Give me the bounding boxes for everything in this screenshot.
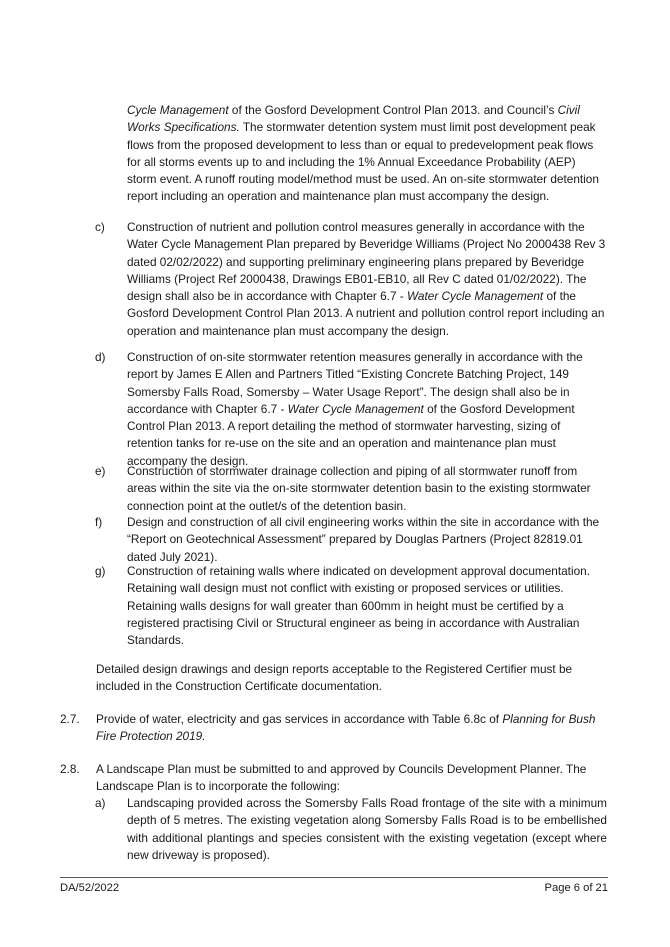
list-item-text: Landscaping provided across the Somersby Falls Road frontage of the site with a minimum depth of 5 metres. The existing vegetation along Somersby Falls Road is to be embellished with additional plantings and species consistent with the existing vegetation (except where new driveway is proposed). — [127, 796, 607, 862]
list-item-text: Construction of stormwater drainage collection and piping of all stormwater runoff from areas within the site via the on-site stormwater detention basin to the existing stormwater connection point at the outlet/s of the detention basin. — [127, 464, 591, 513]
footer-divider — [60, 877, 608, 878]
item-c-text-1: Construction of nutrient and pollution control measures generally in accordance with the Water Cycle Management Plan prepared by Beveridge Williams (Project No 2000438 Rev 3 dated 02/02/2022) and supporting preliminary engineering plans prepared by Beveridge Williams (Project Ref 2000438, Drawings EB01-EB10, all Rev C dated 01/02/2022). The design shall also be in accordance with Chapter 6.7 - — [127, 220, 606, 304]
list-item-text: Construction of retaining walls where indicated on development approval documentation. Retaining wall design must not conflict with existing or proposed services or utilities. Retaining walls designs for wall greater than 600mm in height must be certified by a registered practising Civil or Structural engineer as being in accordance with Australian Standards. — [127, 564, 590, 648]
list-item-c — [95, 219, 607, 340]
section-2-7 — [60, 711, 607, 746]
list-item-label: d) — [95, 350, 106, 364]
list-item-label: g) — [95, 564, 106, 578]
item-d-text-2: of the Gosford Development Control Plan 2013. A report detailing the method of stormwater harvesting, sizing of retention tanks for re-use on the site and an operation and maintenance plan must accompany the design. — [127, 401, 575, 468]
section-2-8 — [60, 761, 607, 796]
detailed-design-paragraph: Detailed design drawings and design reports acceptable to the Registered Certifier must be included in the Construction Certificate documentation. — [96, 662, 573, 694]
section-number: 2.7. — [60, 712, 80, 726]
section-text: A Landscape Plan must be submitted to and approved by Councils Development Planner. The Landscape Plan is to incorporate the following: — [96, 762, 587, 794]
list-item-label: f) — [95, 515, 103, 529]
section-text — [96, 711, 607, 746]
list-item-g — [95, 563, 607, 649]
section-2-7-italic: Planning for Bush Fire Protection 2019. — [96, 712, 596, 744]
list-item-label: c) — [95, 220, 105, 234]
item-d-italic: Water Cycle Management — [287, 401, 424, 416]
intro-italic-2: Civil Works Specifications. — [127, 103, 580, 135]
section-2-7-text: Provide of water, electricity and gas services in accordance with Table 6.8c of — [96, 712, 503, 726]
list-item-text — [127, 219, 607, 340]
intro-paragraph — [127, 102, 607, 206]
item-c-text-2: of the Gosford Development Control Plan 2013. A nutrient and pollution control report including an operation and maintenance plan must accompany the design. — [127, 289, 605, 338]
footer-reference: DA/52/2022 — [60, 882, 120, 894]
intro-italic-1: Cycle Management — [127, 103, 229, 117]
intro-text-1: of the Gosford Development Control Plan 2013. and Council’s — [228, 103, 558, 117]
intro-text-2: The stormwater detention system must limit post development peak flows from the proposed development to less than or equal to predevelopment peak flows for all storms events up to and including the 1% Annual Exceedance Probability (AEP) storm event. A runoff routing model/method must be used. An on-site stormwater detention report including an operation and maintenance plan must accompany the design. — [127, 120, 599, 204]
item-c-italic: Water Cycle Management — [407, 289, 544, 304]
list-item-text: Design and construction of all civil engineering works within the site in accordance with the “Report on Geotechnical Assessment” prepared by Douglas Partners (Project 82819.01 dated July 2021). — [127, 515, 600, 564]
list-item-text — [127, 349, 607, 470]
list-item-d — [95, 349, 607, 470]
list-item-e — [95, 463, 607, 515]
item-d-text-1: Construction of on-site stormwater retention measures generally in accordance with the report by James E Allen and Partners Titled “Existing Concrete Batching Project, 149 Somersby Falls Road, Somersby – Water Usage Report”. The design shall also be in accordance with Chapter 6.7 - — [127, 350, 583, 416]
footer-page-number: Page 6 of 21 — [544, 882, 608, 894]
list-item-f — [95, 514, 607, 566]
list-item-label: e) — [95, 464, 106, 478]
section-number: 2.8. — [60, 762, 80, 776]
list-item-label: a) — [95, 796, 106, 810]
section-2-8-item-a — [95, 795, 607, 864]
